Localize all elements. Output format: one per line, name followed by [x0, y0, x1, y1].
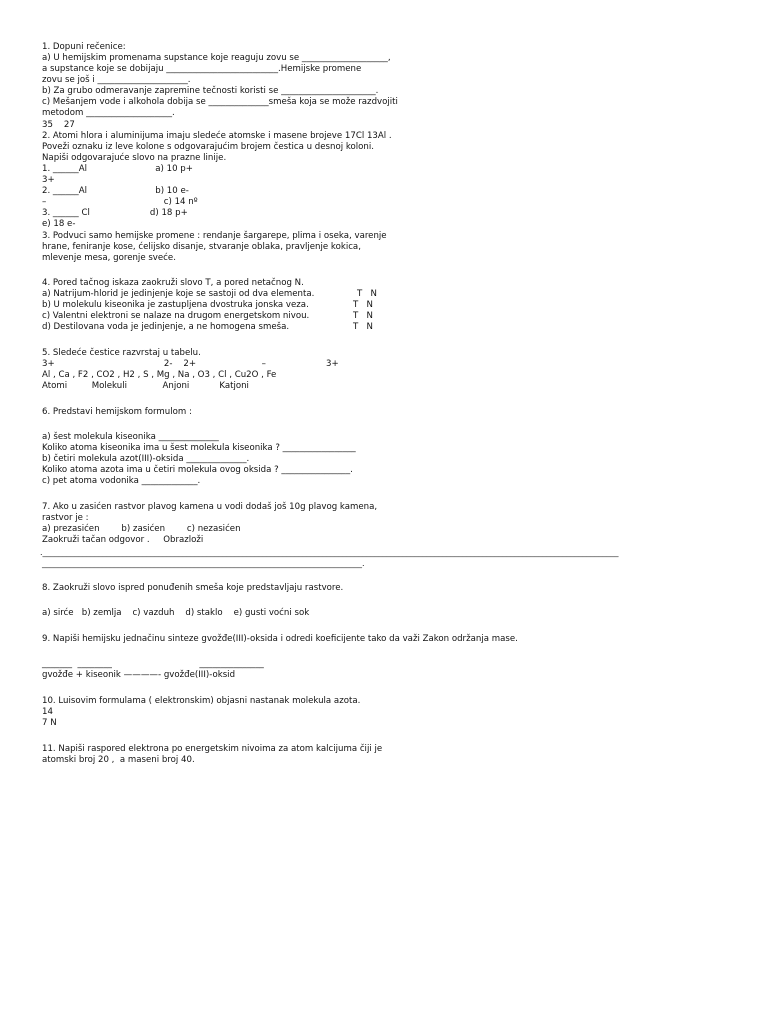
q3-line-2: hrane, feniranje kose, ćelijsko disanje, stvaranje oblaka, pravljenje kokica, [42, 242, 361, 252]
q6-question-b: Koliko atoma azota ima u četiri molekula ovog oksida ? ________________. [42, 465, 353, 475]
q1-line-b: b) Za grubo odmeravanje zapremine tečnosti koristi se ______________________. [42, 86, 379, 96]
q7-answer-line-2: ________________________________________________________________________________. [42, 559, 365, 568]
q4-tn-b[interactable]: T N [353, 300, 373, 310]
q6-item-a: a) šest molekula kiseonika ______________ [42, 432, 219, 442]
q2-row-2: 3+ [42, 175, 55, 185]
q1-title: 1. Dopuni rečenice: [42, 42, 126, 52]
q3-line-1: 3. Podvuci samo hemijske promene : rendanje šargarepe, plima i oseka, varenje [42, 231, 387, 241]
q6-item-c: c) pet atoma vodonika _____________. [42, 476, 201, 486]
q2-superscript-line: 35 27 [42, 120, 75, 130]
q2-row-3: 2. ______Al b) 10 e- [42, 186, 189, 196]
q1-line-c1: c) Mešanjem vode i alkohola dobija se ______________smeša koja se može razdvojiti [42, 97, 398, 107]
q2-line-3: Napiši odgovarajuće slovo na prazne linije. [42, 153, 227, 163]
q5-table-headers: Atomi Molekuli Anjoni Katjoni [42, 381, 249, 391]
q4-tn-a[interactable]: T N [357, 289, 377, 299]
q7-options: a) prezasićen b) zasićen c) nezasićen [42, 524, 241, 534]
q1-line-c2: metodom ____________________. [42, 108, 175, 118]
q7-line-1: 7. Ako u zasićen rastvor plavog kamena u vodi dodaš još 10g plavog kamena, [42, 502, 378, 512]
q4-statement-b: b) U molekulu kiseonika je zastupljena dvostruka jonska veza. [42, 300, 309, 310]
q4-title: 4. Pored tačnog iskaza zaokruži slovo T, a pored netačnog N. [42, 278, 304, 288]
q8-options: a) sirće b) zemlja c) vazduh d) staklo e) gusti voćni sok [42, 608, 310, 618]
q5-charges-line: 3+ 2- 2+ – 3+ [42, 359, 339, 369]
q2-line-2: Poveži oznaku iz leve kolone s odgovarajućim brojem čestica u desnoj koloni. [42, 142, 374, 152]
q4-statement-d: d) Destilovana voda je jedinjenje, a ne homogena smeša. [42, 322, 290, 332]
q9-equation: gvožđe + kiseonik ————- gvožđe(III)-oksid [42, 670, 236, 680]
q2-row-4: – c) 14 nº [42, 197, 198, 207]
q4-statement-a: a) Natrijum-hlorid je jedinjenje koje se sastoji od dva elementa. [42, 289, 315, 299]
q11-line-1: 11. Napiši raspored elektrona po energetskim nivoima za atom kalcijuma čiji je [42, 744, 383, 754]
q5-particles: Al , Ca , F2 , CO2 , H2 , S , Mg , Na , O3 , Cl , Cu2O , Fe [42, 370, 277, 380]
q5-title: 5. Sledeće čestice razvrstaj u tabelu. [42, 348, 201, 358]
q7-answer-line-1: .________________________________________________________________________________________________________________________________________________ [40, 548, 619, 557]
q6-title: 6. Predstavi hemijskom formulom : [42, 407, 192, 417]
q7-instruction: Zaokruži tačan odgovor . Obrazloži [42, 535, 204, 545]
q9-title: 9. Napiši hemijsku jednačinu sinteze gvožđe(III)-oksida i odredi koeficijente tako da važi Zakon održanja mase. [42, 634, 518, 644]
q4-tn-c[interactable]: T N [353, 311, 373, 321]
q1-line-a2: a supstance koje se dobijaju __________________________.Hemijske promene [42, 64, 362, 74]
q10-nitrogen-symbol: 7 N [42, 718, 57, 728]
q1-line-a3: zovu se još i _____________________. [42, 75, 191, 85]
q9-blanks: _______ ________ _______________ [42, 659, 264, 669]
q6-item-b: b) četiri molekula azot(III)-oksida ______________. [42, 454, 250, 464]
q7-line-2: rastvor je : [42, 513, 89, 523]
q8-title: 8. Zaokruži slovo ispred ponuđenih smeša koje predstavljaju rastvore. [42, 583, 344, 593]
q10-mass-number: 14 [42, 707, 53, 717]
q1-line-a1: a) U hemijskim promenama supstance koje reaguju zovu se ____________________, [42, 53, 391, 63]
q4-tn-d[interactable]: T N [353, 322, 373, 332]
q3-line-3: mlevenje mesa, gorenje sveće. [42, 253, 176, 263]
q10-title: 10. Luisovim formulama ( elektronskim) objasni nastanak molekula azota. [42, 696, 361, 706]
q2-row-5: 3. ______ Cl d) 18 p+ [42, 208, 188, 218]
q2-title: 2. Atomi hlora i aluminijuma imaju sledeće atomske i masene brojeve 17Cl 13Al . [42, 131, 392, 141]
q2-row-6: e) 18 e- [42, 219, 76, 229]
q4-statement-c: c) Valentni elektroni se nalaze na drugom energetskom nivou. [42, 311, 310, 321]
q11-line-2: atomski broj 20 , a maseni broj 40. [42, 755, 195, 765]
q2-row-1: 1. ______Al a) 10 p+ [42, 164, 193, 174]
q6-question-a: Koliko atoma kiseonika ima u šest molekula kiseonika ? _________________ [42, 443, 356, 453]
